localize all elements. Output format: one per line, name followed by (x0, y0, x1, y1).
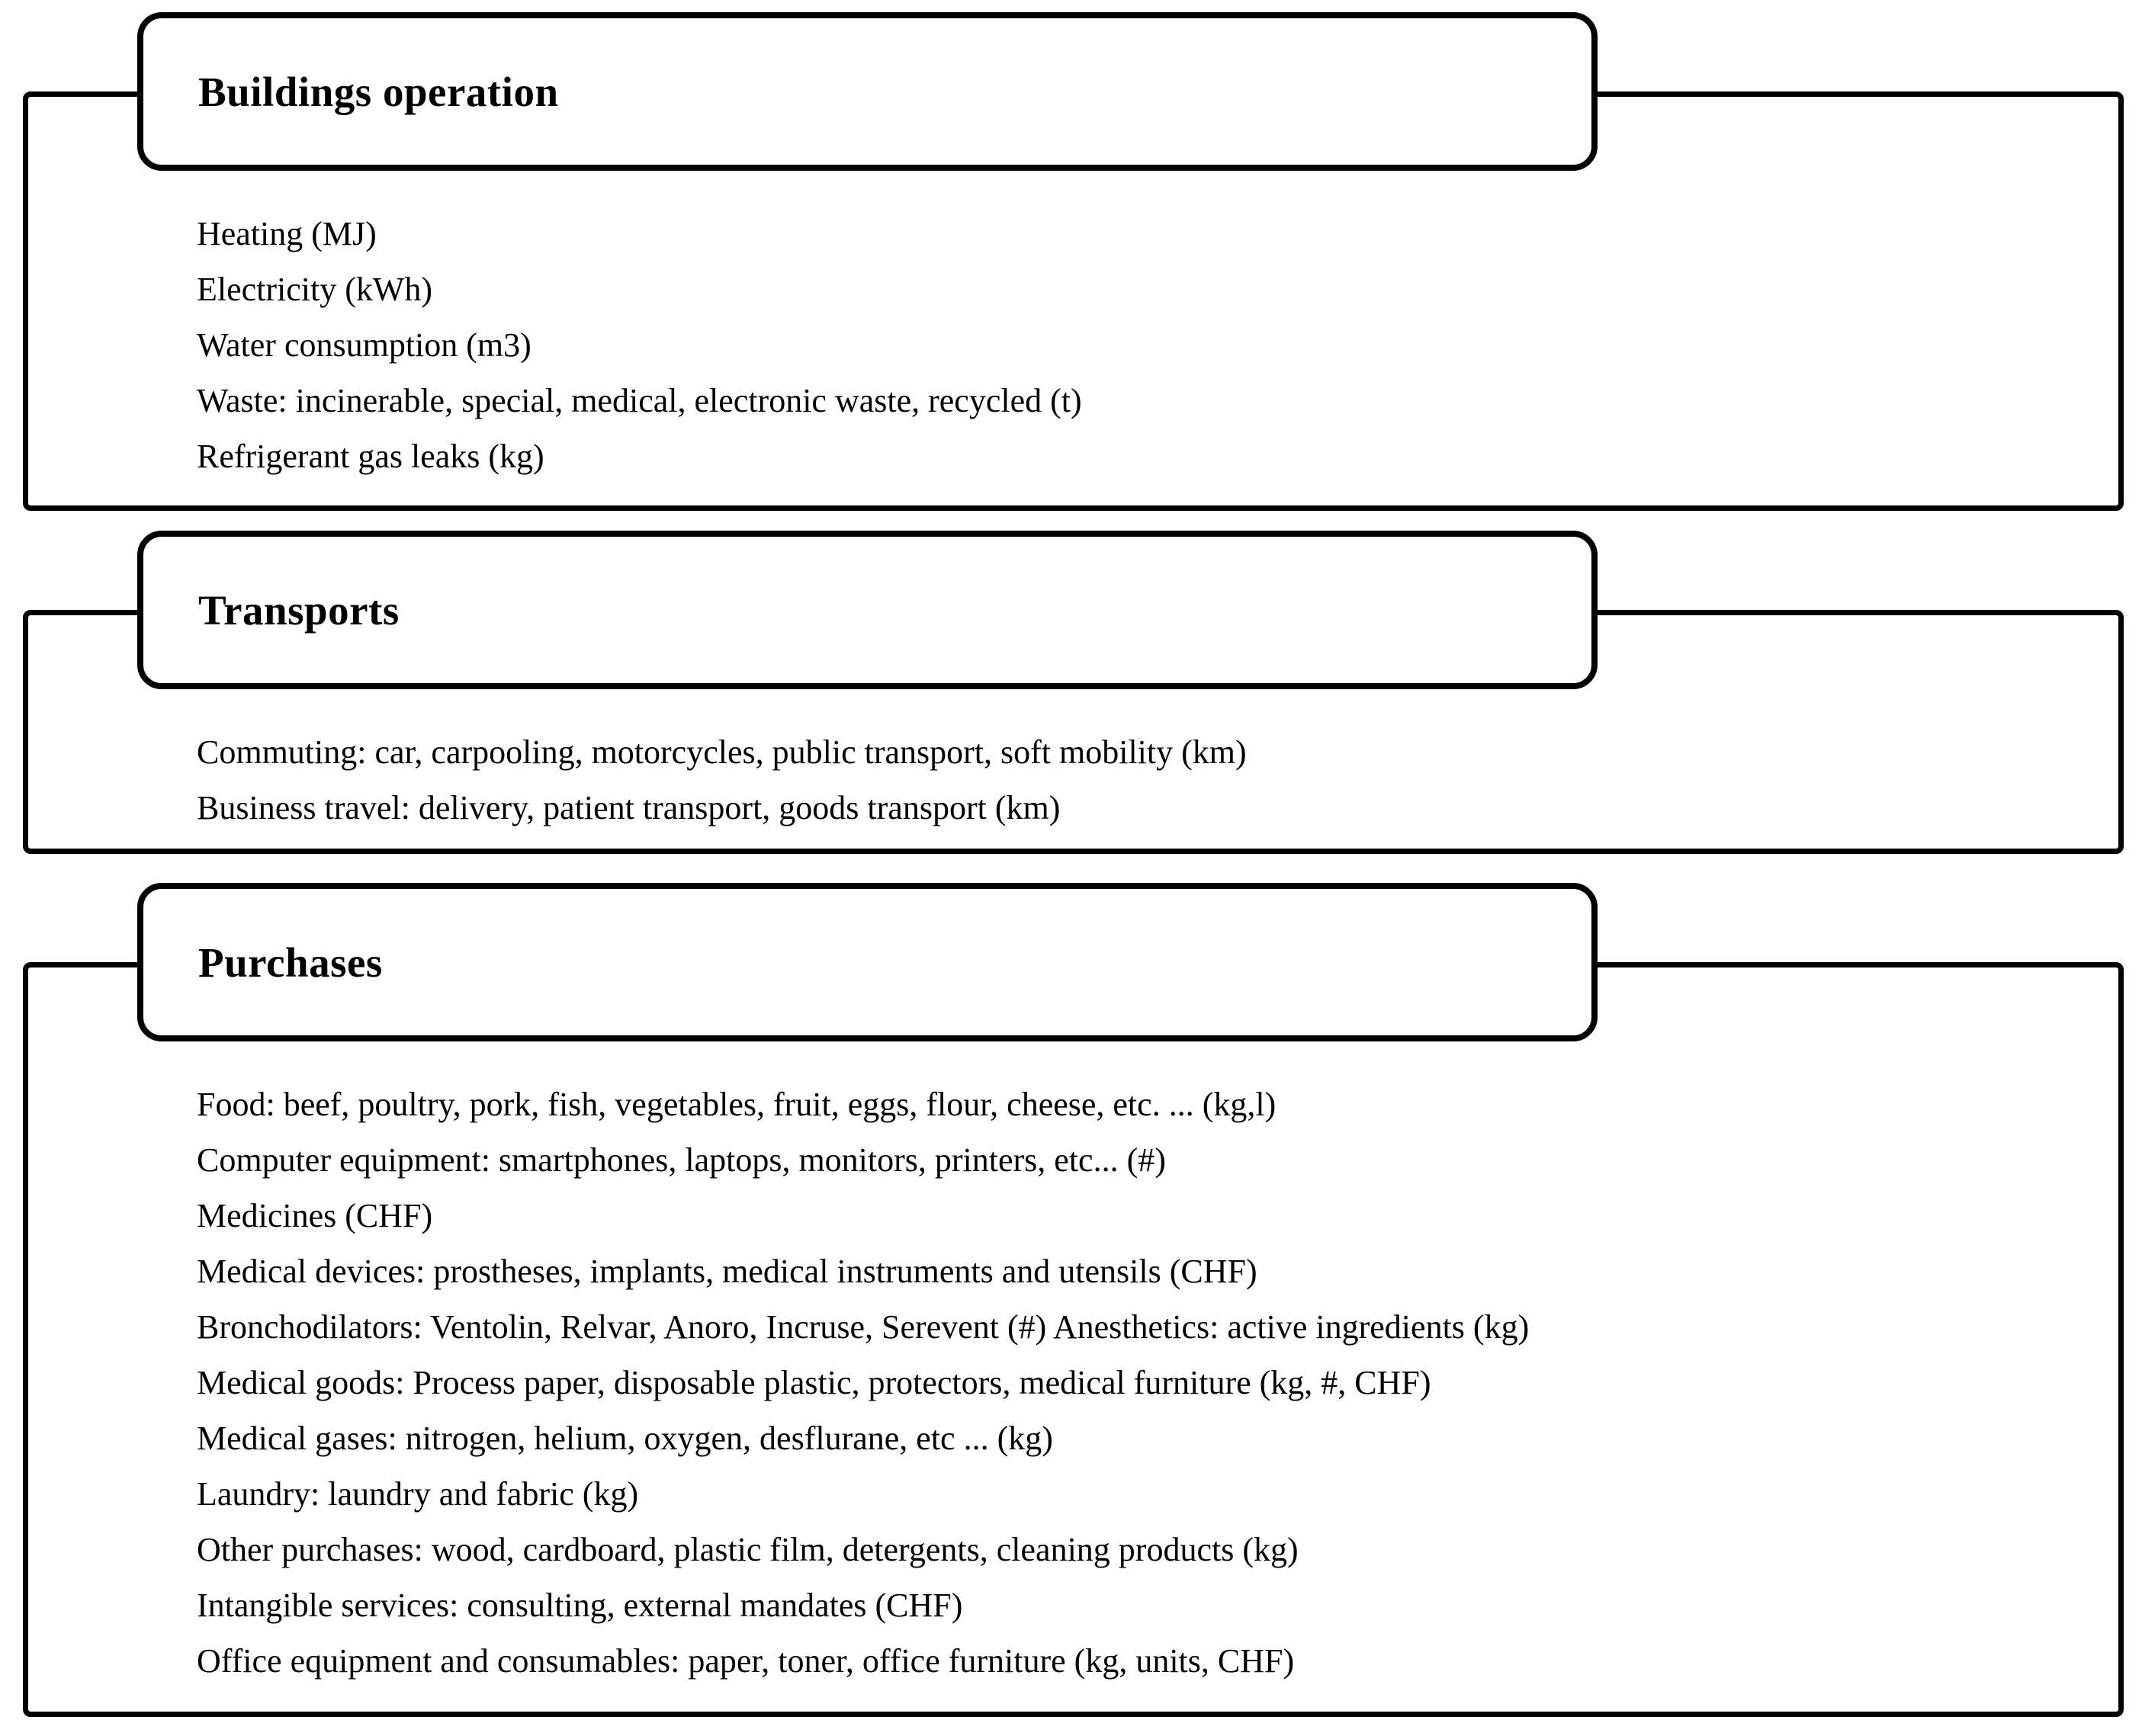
list-item: Water consumption (m3) (197, 326, 531, 364)
list-item: Intangible services: consulting, external mandates (CHF) (197, 1587, 963, 1624)
list-item: Medical gases: nitrogen, helium, oxygen, desflurane, etc ... (kg) (197, 1420, 1053, 1457)
list-item: Office equipment and consumables: paper, toner, office furniture (kg, units, CHF) (197, 1642, 1295, 1680)
section-buildings-operation (23, 68, 2124, 511)
section-title: Buildings operation (198, 68, 559, 115)
list-item: Computer equipment: smartphones, laptops, monitors, printers, etc... (#) (197, 1141, 1166, 1179)
section-title-box-buildings-operation (137, 12, 1598, 171)
list-item: Business travel: delivery, patient transport, goods transport (km) (197, 789, 1061, 826)
list-item: Medicines (CHF) (197, 1197, 433, 1234)
section-items-purchases (28, 967, 2118, 1689)
section-title: Purchases (198, 939, 383, 986)
section-title-box-purchases (137, 883, 1598, 1041)
list-item: Medical devices: prostheses, implants, medical instruments and utensils (CHF) (197, 1253, 1257, 1290)
list-item: Heating (MJ) (197, 215, 377, 252)
list-item: Electricity (kWh) (197, 271, 433, 308)
section-title: Transports (198, 586, 400, 634)
list-item: Commuting: car, carpooling, motorcycles, public transport, soft mobility (km) (197, 733, 1247, 771)
list-item: Waste: incinerable, special, medical, electronic waste, recycled (t) (197, 382, 1082, 419)
list-item: Food: beef, poultry, pork, fish, vegetables, fruit, eggs, flour, cheese, etc. ... (kg,l) (197, 1086, 1277, 1123)
list-item: Refrigerant gas leaks (kg) (197, 438, 544, 475)
section-transports (23, 586, 2124, 854)
list-item: Bronchodilators: Ventolin, Relvar, Anoro, Incruse, Serevent (#) Anesthetics: active ingredients (kg) (197, 1308, 1530, 1346)
list-item: Laundry: laundry and fabric (kg) (197, 1475, 639, 1513)
list-item: Medical goods: Process paper, disposable plastic, protectors, medical furniture (kg, #, CHF) (197, 1364, 1431, 1401)
list-item: Other purchases: wood, cardboard, plastic film, detergents, cleaning products (kg) (197, 1531, 1299, 1568)
section-purchases (23, 939, 2124, 1717)
section-title-box-transports (137, 531, 1598, 689)
